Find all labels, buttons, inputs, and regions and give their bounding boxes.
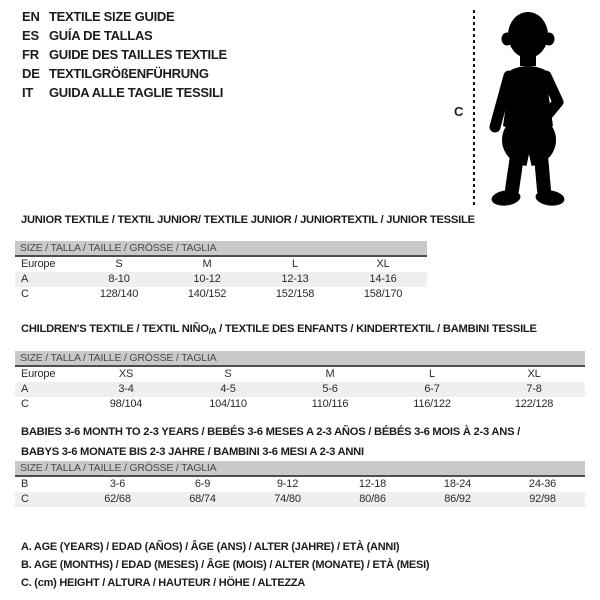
language-row bbox=[22, 64, 227, 83]
babies-title-line2: BABYS 3-6 MONATE BIS 2-3 JAHRE / BAMBINI 3-6 MESI A 2-3 ANNI bbox=[21, 446, 364, 458]
language-title: GUÍA DE TALLAS bbox=[49, 28, 153, 43]
table-cell: 18-24 bbox=[443, 478, 472, 490]
table-cell: 140/152 bbox=[187, 288, 227, 300]
language-title: GUIDA ALLE TAGLIE TESSILI bbox=[49, 85, 224, 100]
table-cell: 98/104 bbox=[109, 398, 143, 410]
table-cell: 128/140 bbox=[99, 288, 139, 300]
children-title-text: / TEXTILE DES ENFANTS / KINDERTEXTIL / BAMBINI TESSILE bbox=[216, 323, 537, 335]
table-cell: 92/98 bbox=[529, 493, 556, 505]
table-cell: M bbox=[202, 258, 212, 270]
table-cell: 80/86 bbox=[359, 493, 386, 505]
babies-size-table bbox=[15, 461, 585, 507]
table-cell: XL bbox=[376, 258, 390, 270]
height-measure-label: C bbox=[454, 104, 464, 119]
table-cell: 7-8 bbox=[526, 383, 542, 395]
table-row bbox=[15, 397, 585, 412]
footnote-b: B. AGE (MONTHS) / EDAD (MESES) / ÂGE (MOIS) / ALTER (MONATE) / ETÀ (MESI) bbox=[21, 559, 430, 571]
table-cell: 12-13 bbox=[281, 273, 309, 285]
table-cell: 122/128 bbox=[514, 398, 554, 410]
size-header-bar: SIZE / TALLA / TAILLE / GRÖSSE / TAGLIA bbox=[15, 461, 585, 477]
footnote-c: C. (cm) HEIGHT / ALTURA / HAUTEUR / HÖHE / ALTEZZA bbox=[21, 577, 306, 589]
table-cell: 110/116 bbox=[311, 398, 349, 410]
table-cell: 10-12 bbox=[193, 273, 221, 285]
table-cell: 6-9 bbox=[194, 478, 211, 490]
row-label: Europe bbox=[21, 258, 56, 270]
footnote-a: A. AGE (YEARS) / EDAD (AÑOS) / ÂGE (ANS) / ALTER (JAHRE) / ETÀ (ANNI) bbox=[21, 541, 400, 553]
table-cell: 152/158 bbox=[275, 288, 315, 300]
table-cell: XL bbox=[527, 368, 541, 380]
table-row bbox=[15, 367, 585, 382]
table-row bbox=[15, 287, 427, 302]
table-cell: 104/110 bbox=[209, 398, 247, 410]
language-title: TEXTILGRÖßENFÜHRUNG bbox=[49, 66, 209, 81]
table-cell: M bbox=[325, 368, 335, 380]
table-cell: S bbox=[115, 258, 123, 270]
language-row bbox=[22, 7, 227, 26]
table-cell: XS bbox=[118, 368, 134, 380]
language-code: IT bbox=[22, 85, 34, 100]
table-row bbox=[15, 257, 427, 272]
table-cell: 74/80 bbox=[274, 493, 301, 505]
children-title-subscript: /A bbox=[208, 327, 217, 336]
children-table-rows bbox=[15, 367, 585, 412]
table-cell: 6-7 bbox=[424, 383, 440, 395]
babies-table-title bbox=[21, 422, 520, 462]
table-cell: 3-6 bbox=[109, 478, 126, 490]
children-title-text: CHILDREN'S TEXTILE / TEXTIL NIÑO bbox=[21, 323, 209, 335]
table-cell: 3-4 bbox=[118, 383, 134, 395]
table-cell: 158/170 bbox=[363, 288, 403, 300]
babies-table-rows bbox=[15, 477, 585, 507]
junior-table-rows bbox=[15, 257, 427, 302]
table-row bbox=[15, 477, 585, 492]
table-row bbox=[15, 492, 585, 507]
footnotes bbox=[21, 538, 429, 592]
row-label: B bbox=[21, 478, 29, 490]
size-header-bar: SIZE / TALLA / TAILLE / GRÖSSE / TAGLIA bbox=[15, 241, 427, 257]
table-cell: 86/92 bbox=[444, 493, 471, 505]
table-cell: 62/68 bbox=[104, 493, 131, 505]
table-cell: L bbox=[429, 368, 435, 380]
babies-title-line1: BABIES 3-6 MONTH TO 2-3 YEARS / BEBÉS 3-6 MESES A 2-3 AÑOS / BÉBÉS 3-6 MOIS À 2-3 ANS / bbox=[21, 426, 521, 438]
table-cell: 116/122 bbox=[413, 398, 451, 410]
row-label: C bbox=[21, 493, 29, 505]
language-code: DE bbox=[22, 66, 40, 81]
language-row bbox=[22, 45, 227, 64]
junior-table-title: JUNIOR TEXTILE / TEXTIL JUNIOR/ TEXTILE JUNIOR / JUNIORTEXTIL / JUNIOR TESSILE bbox=[21, 214, 475, 226]
row-label: C bbox=[21, 398, 29, 410]
language-title: TEXTILE SIZE GUIDE bbox=[49, 9, 175, 24]
language-row bbox=[22, 83, 227, 102]
table-cell: 24-36 bbox=[528, 478, 557, 490]
table-cell: 4-5 bbox=[220, 383, 236, 395]
junior-size-table bbox=[15, 241, 427, 302]
language-row bbox=[22, 26, 227, 45]
table-cell: 9-12 bbox=[276, 478, 299, 490]
baby-silhouette bbox=[483, 8, 573, 210]
row-label: A bbox=[21, 383, 29, 395]
table-cell: 14-16 bbox=[369, 273, 397, 285]
height-measure-line bbox=[473, 10, 475, 208]
children-size-table bbox=[15, 351, 585, 412]
language-code: FR bbox=[22, 47, 39, 62]
table-cell: 8-10 bbox=[108, 273, 130, 285]
table-cell: 68/74 bbox=[189, 493, 216, 505]
language-code: EN bbox=[22, 9, 40, 24]
children-table-title bbox=[21, 322, 537, 339]
table-row bbox=[15, 272, 427, 287]
size-header-bar: SIZE / TALLA / TAILLE / GRÖSSE / TAGLIA bbox=[15, 351, 585, 367]
language-title: GUIDE DES TAILLES TEXTILE bbox=[49, 47, 227, 62]
language-code: ES bbox=[22, 28, 39, 43]
table-cell: S bbox=[224, 368, 232, 380]
row-label: Europe bbox=[21, 368, 56, 380]
row-label: A bbox=[21, 273, 29, 285]
language-list bbox=[22, 7, 227, 102]
table-cell: 12-18 bbox=[358, 478, 387, 490]
table-cell: 5-6 bbox=[322, 383, 338, 395]
table-row bbox=[15, 382, 585, 397]
row-label: C bbox=[21, 288, 29, 300]
baby-figure bbox=[448, 5, 588, 215]
table-cell: L bbox=[292, 258, 298, 270]
